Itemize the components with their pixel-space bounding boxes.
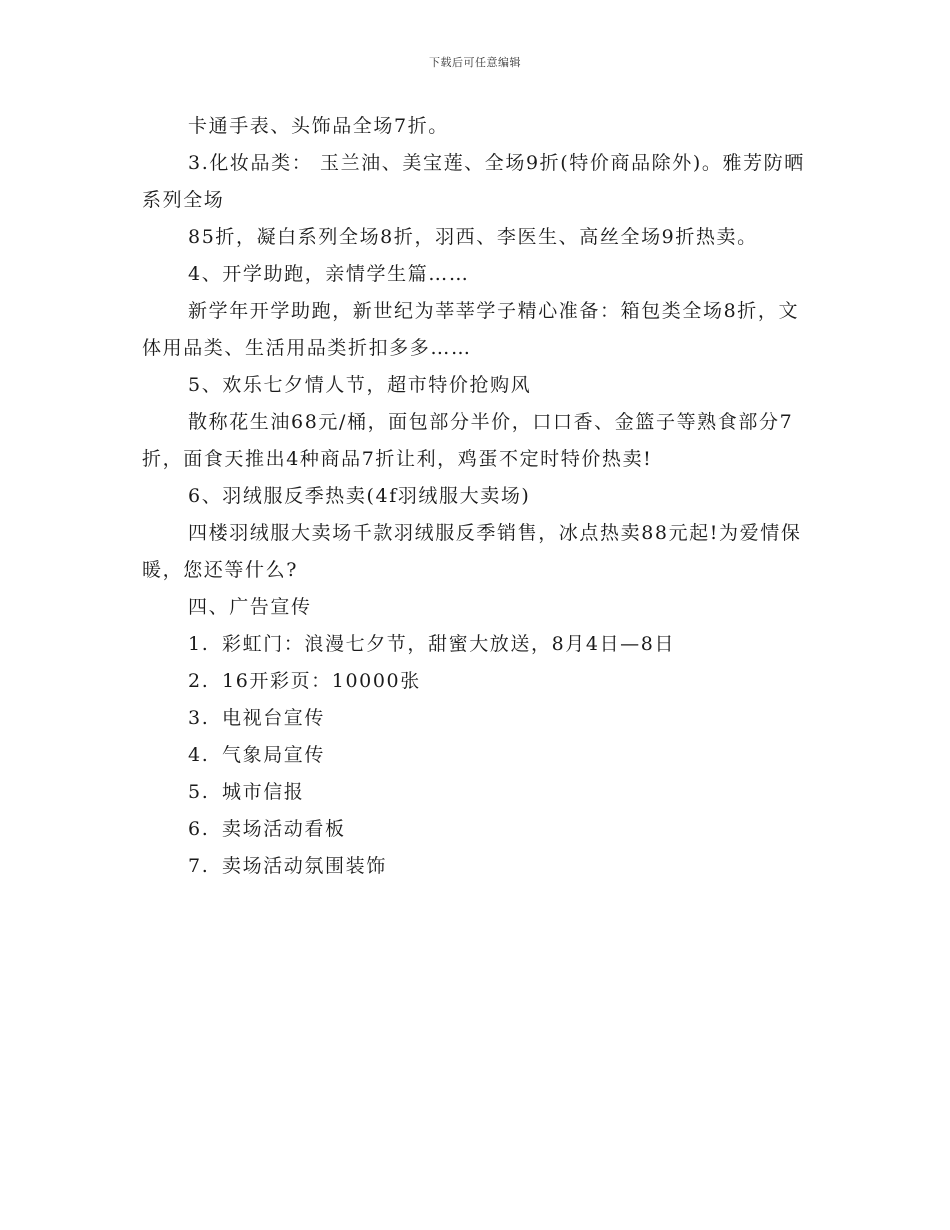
list-item-number: 3. (188, 707, 210, 729)
paragraph-cartoon-watches: 卡通手表、头饰品全场7折。 (188, 115, 449, 137)
list-item-number: 1. (188, 633, 210, 655)
list-item-number: 2. (188, 670, 210, 692)
list-item (142, 848, 808, 885)
list-item (142, 663, 808, 700)
page-header: 下载后可任意编辑 (429, 56, 521, 69)
list-item-text: 16开彩页：10000张 (222, 670, 421, 692)
heading-down-jackets: 6、羽绒服反季热卖(4f羽绒服大卖场) (188, 485, 531, 507)
list-item-text: 卖场活动看板 (222, 818, 346, 840)
paragraph-cosmetics-continued: 85折，凝白系列全场8折，羽西、李医生、高丝全场9折热卖。 (188, 226, 758, 248)
list-item-number: 7. (188, 855, 210, 877)
list-item-number: 6. (188, 818, 210, 840)
list-item-text: 气象局宣传 (222, 744, 326, 766)
list-item-number: 5. (188, 781, 210, 803)
list-item (142, 626, 808, 663)
paragraph-cosmetics: 3.化妆品类： 玉兰油、美宝莲、全场9折(特价商品除外)。雅芳防晒系列全场 (142, 152, 805, 211)
list-item (142, 737, 808, 774)
list-item-text: 城市信报 (222, 781, 305, 803)
list-item (142, 774, 808, 811)
paragraph-qixi-festival: 散称花生油68元/桶，面包部分半价，口口香、金篮子等熟食部分7折，面食天推出4种商品7折让利，鸡蛋不定时特价热卖! (142, 411, 794, 470)
heading-qixi-festival: 5、欢乐七夕情人节，超市特价抢购风 (188, 374, 532, 396)
advertising-list (142, 626, 808, 885)
list-item-number: 4. (188, 744, 210, 766)
heading-advertising: 四、广告宣传 (188, 596, 312, 618)
paragraph-down-jackets: 四楼羽绒服大卖场千款羽绒服反季销售，冰点热卖88元起!为爱情保暖，您还等什么? (142, 522, 802, 581)
list-item (142, 811, 808, 848)
heading-back-to-school: 4、开学助跑，亲情学生篇…… (188, 263, 470, 285)
paragraph-back-to-school: 新学年开学助跑，新世纪为莘莘学子精心准备：箱包类全场8折，文体用品类、生活用品类折扣多多…… (142, 300, 800, 359)
list-item-text: 卖场活动氛围装饰 (222, 855, 387, 877)
list-item (142, 700, 808, 737)
document-body (142, 108, 808, 885)
list-item-text: 电视台宣传 (222, 707, 326, 729)
list-item-text: 彩虹门：浪漫七夕节，甜蜜大放送，8月4日—8日 (222, 633, 676, 655)
